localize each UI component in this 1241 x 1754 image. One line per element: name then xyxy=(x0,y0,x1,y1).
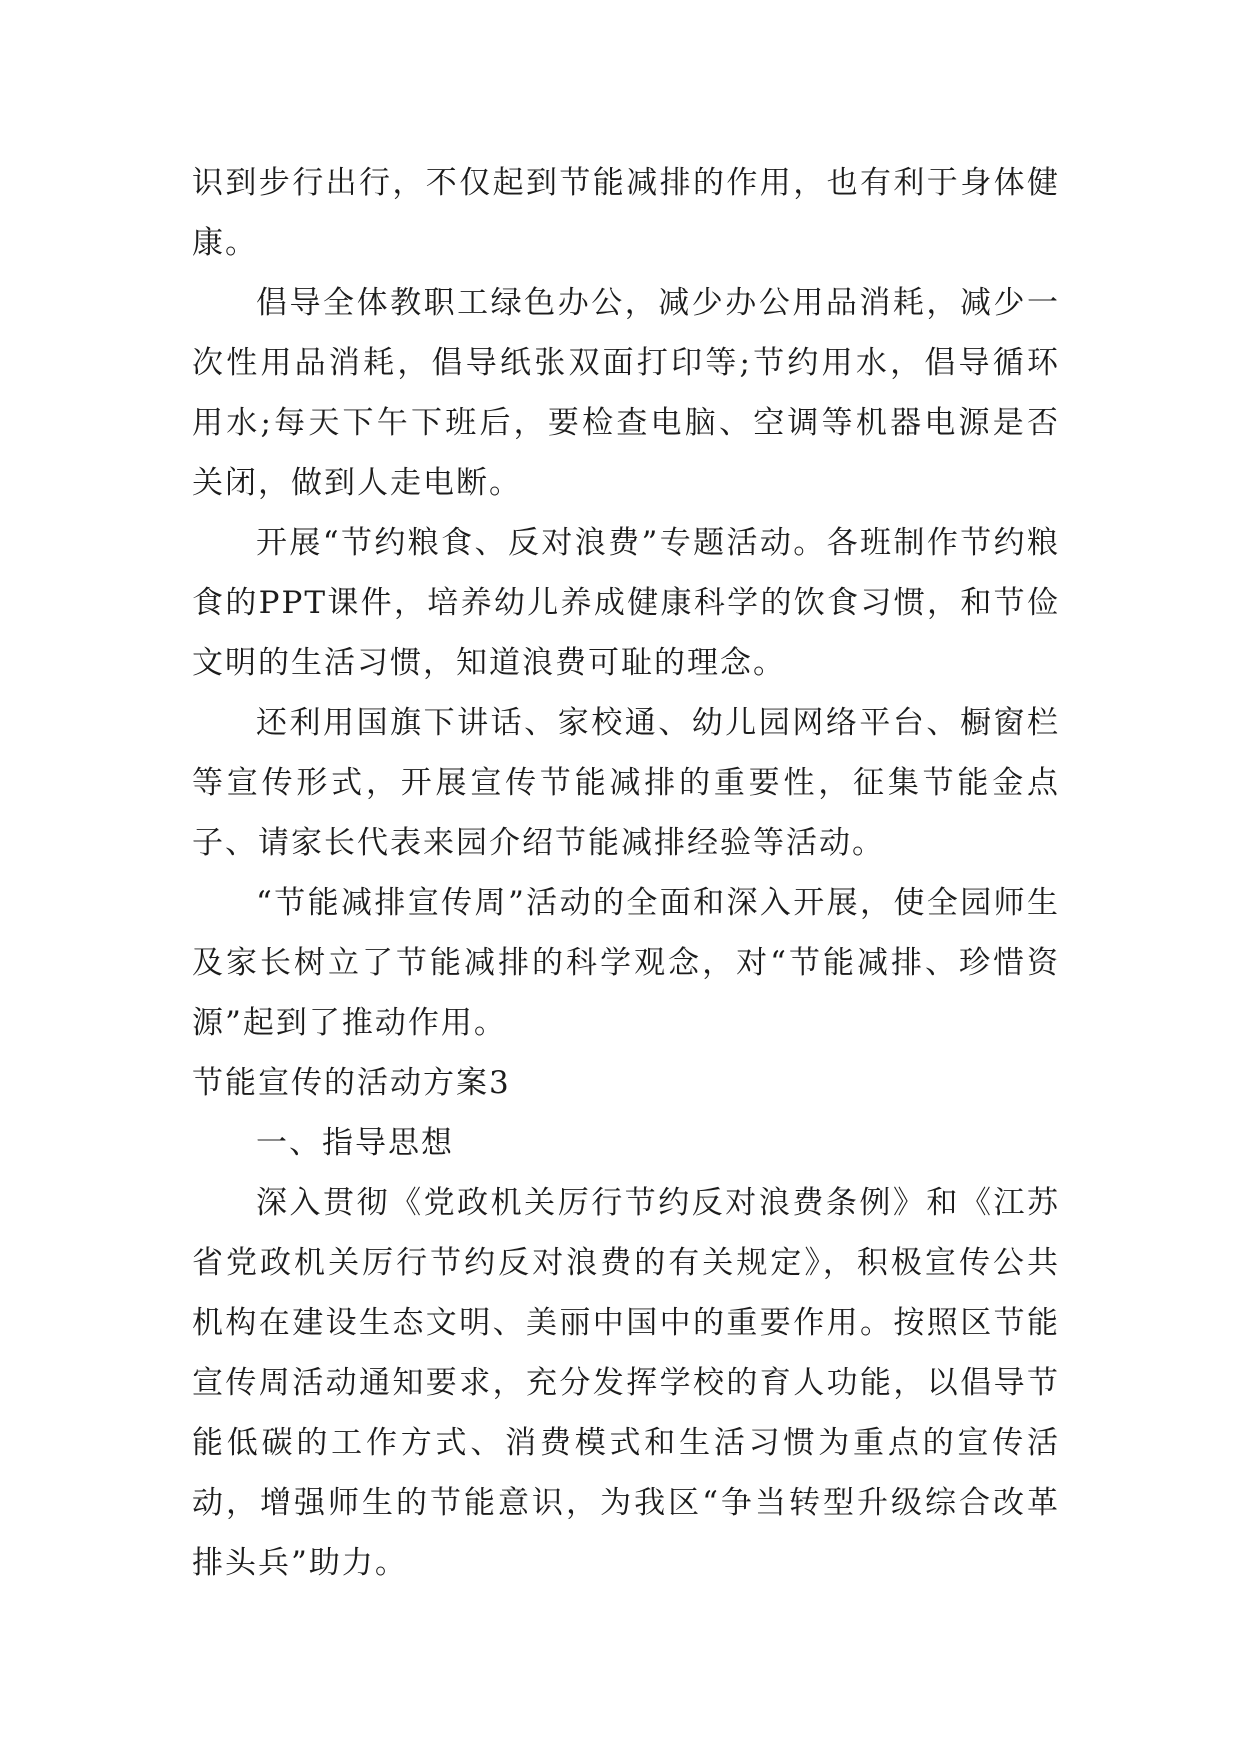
paragraph-publicity-forms: 还利用国旗下讲话、家校通、幼儿园网络平台、橱窗栏等宣传形式，开展宣传节能减排的重要性，征集节能金点子、请家长代表来园介绍节能减排经验等活动。 xyxy=(192,705,1060,861)
section-heading: 节能宣传的活动方案3 xyxy=(192,1065,511,1101)
subsection-heading: 一、指导思想 xyxy=(256,1125,454,1161)
paragraph-continuation: 识到步行出行，不仅起到节能减排的作用，也有利于身体健康。 xyxy=(192,165,1060,261)
paragraph-green-office: 倡导全体教职工绿色办公，减少办公用品消耗，减少一次性用品消耗，倡导纸张双面打印等;节约用水，倡导循环用水;每天下午下班后，要检查电脑、空调等机器电源是否关闭，做到人走电断。 xyxy=(192,285,1060,501)
document-body xyxy=(192,153,1060,1593)
paragraph-guiding-thought: 深入贯彻《党政机关厉行节约反对浪费条例》和《江苏省党政机关厉行节约反对浪费的有关规定》，积极宣传公共机构在建设生态文明、美丽中国中的重要作用。按照区节能宣传周活动通知要求，充分发挥学校的育人功能，以倡导节能低碳的工作方式、消费模式和生活习惯为重点的宣传活动，增强师生的节能意识，为我区“争当转型升级综合改革排头兵”助力。 xyxy=(192,1185,1060,1581)
paragraph-food-saving: 开展“节约粮食、反对浪费”专题活动。各班制作节约粮食的PPT课件，培养幼儿养成健康科学的饮食习惯，和节俭文明的生活习惯，知道浪费可耻的理念。 xyxy=(192,525,1060,681)
paragraph-summary: “节能减排宣传周”活动的全面和深入开展，使全园师生及家长树立了节能减排的科学观念，对“节能减排、珍惜资源”起到了推动作用。 xyxy=(192,885,1060,1041)
